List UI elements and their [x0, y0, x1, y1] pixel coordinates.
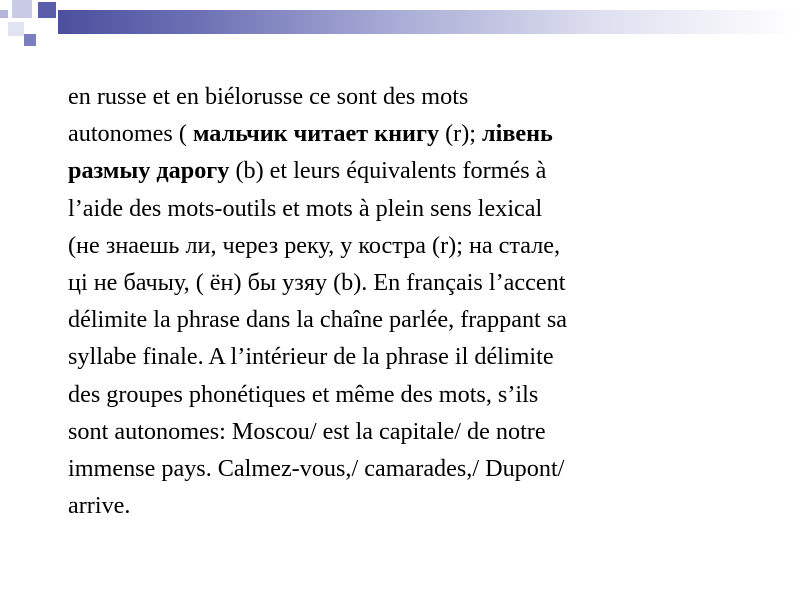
decor-square — [8, 22, 24, 36]
text-line — [68, 78, 728, 115]
bold-text-segment: лівень — [482, 120, 553, 148]
bold-text-segment: мальчик читает книгу — [192, 120, 440, 148]
slide-body-text — [68, 78, 728, 524]
text-line — [68, 487, 728, 524]
text-line — [68, 115, 728, 152]
decor-square — [24, 34, 36, 46]
text-segment: (не знаешь ли, через реку, у костра (r); на стале, — [68, 231, 561, 259]
text-segment: (r); — [439, 120, 483, 148]
text-segment: en russe et en biélorusse ce sont des mots — [68, 83, 469, 110]
text-line — [68, 376, 728, 413]
text-line — [68, 301, 728, 338]
decor-square — [38, 2, 56, 18]
bold-text-segment: размыу дарогу — [68, 157, 230, 185]
text-line — [68, 190, 728, 227]
text-line — [68, 152, 728, 189]
text-segment: arrive. — [68, 492, 131, 520]
text-segment: ці не бачыу, ( ён) бы узяу (b). En français l’accent — [68, 269, 566, 297]
text-segment: délimite la phrase dans la chaîne parlée, frappant sa — [68, 306, 567, 334]
text-segment: sont autonomes: Moscou/ est la capitale/ de notre — [68, 417, 546, 445]
text-line — [68, 450, 728, 487]
text-segment: (b) et leurs équivalents formés à — [229, 157, 547, 185]
text-segment: immense pays. Calmez-vous,/ camarades,/ Dupont/ — [68, 455, 565, 483]
text-line — [68, 413, 728, 450]
text-line — [68, 264, 728, 301]
decor-square — [0, 10, 8, 18]
slide-header-decoration — [0, 0, 800, 60]
text-line — [68, 338, 728, 375]
text-segment: l’aide des mots-outils et mots à plein sens lexical — [68, 194, 543, 222]
text-segment: autonomes ( — [68, 120, 193, 148]
text-segment: des groupes phonétiques et même des mots, s’ils — [68, 380, 539, 408]
text-segment: syllabe finale. A l’intérieur de la phrase il délimite — [68, 343, 554, 371]
text-line — [68, 227, 728, 264]
header-gradient-bar — [58, 10, 800, 34]
decor-square — [12, 0, 32, 18]
